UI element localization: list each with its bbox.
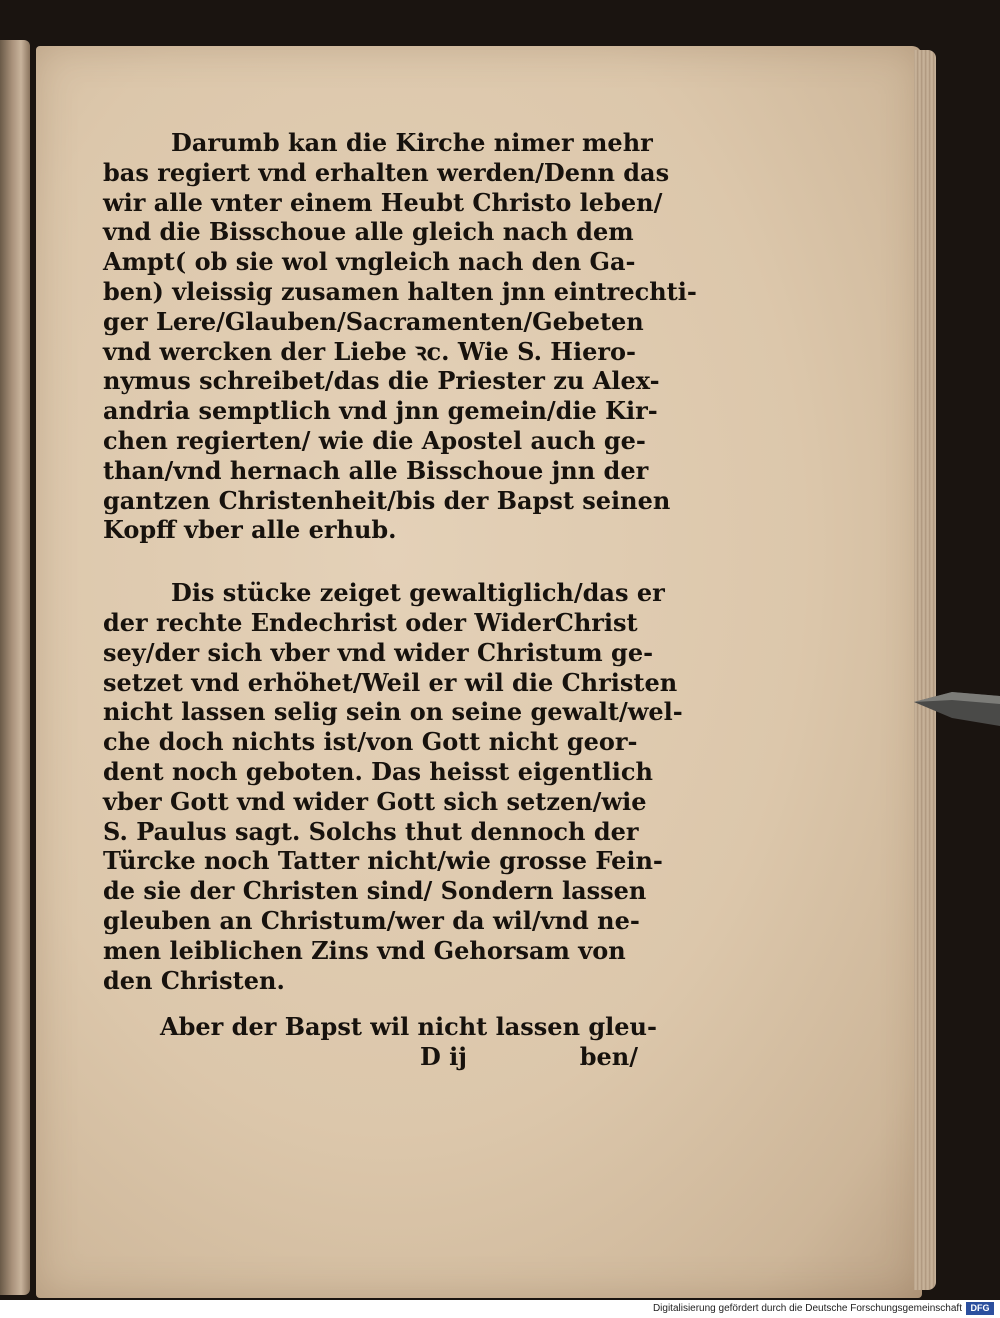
page-fore-edge bbox=[914, 50, 936, 1290]
text-line: Ampt( ob sie wol vngleich nach den Ga- bbox=[103, 247, 636, 277]
text-line: than/vnd hernach alle Bisschoue jnn der bbox=[103, 455, 649, 485]
text-block bbox=[103, 128, 697, 995]
last-line bbox=[160, 1012, 657, 1072]
text-line: dent noch geboten. Das heisst eigentlich bbox=[103, 756, 653, 786]
dfg-logo-icon: DFG bbox=[966, 1302, 994, 1315]
text-line: andria semptlich vnd jnn gemein/die Kir- bbox=[103, 396, 658, 426]
text-line: vnd die Bisschoue alle gleich nach dem bbox=[103, 217, 634, 247]
text-line: Darumb kan die Kirche nimer mehr bbox=[171, 128, 653, 157]
text-line: S. Paulus sagt. Solchs thut dennoch der bbox=[103, 816, 639, 846]
text-line: bas regiert vnd erhalten werden/Denn das bbox=[103, 157, 670, 187]
text-line: gantzen Christenheit/bis der Bapst seinen bbox=[103, 485, 671, 515]
text-line: de sie der Christen sind/ Sondern lassen bbox=[103, 876, 647, 906]
text-line: sey/der sich vber vnd wider Christum ge- bbox=[103, 637, 654, 667]
text-line: chen regierten/ wie die Apostel auch ge- bbox=[103, 425, 646, 455]
text-line: men leiblichen Zins vnd Gehorsam von bbox=[103, 935, 626, 965]
footer-credit: Digitalisierung gefördert durch die Deutsche Forschungsgemeinschaft bbox=[652, 1303, 962, 1314]
text-line: setzet vnd erhöhet/Weil er wil die Christen bbox=[103, 667, 678, 697]
text-line: ben) vleissig zusamen halten jnn eintrechti- bbox=[103, 276, 697, 306]
text-line: vnd wercken der Liebe ꝛc. Wie S. Hiero- bbox=[103, 336, 636, 366]
text-line: wir alle vnter einem Heubt Christo leben/ bbox=[103, 187, 663, 217]
signature-mark: D ij bbox=[420, 1041, 467, 1071]
left-page-edge bbox=[0, 40, 30, 1295]
footer-bar bbox=[0, 1300, 1000, 1318]
text-line: den Christen. bbox=[103, 965, 285, 995]
text-line: gleuben an Christum/wer da wil/vnd ne- bbox=[103, 905, 640, 935]
text-line: der rechte Endechrist oder WiderChrist bbox=[103, 607, 638, 637]
text-line: ger Lere/Glauben/Sacramenten/Gebeten bbox=[103, 306, 644, 336]
pointer-tool-icon bbox=[912, 688, 1000, 728]
text-line: Dis stücke zeiget gewaltiglich/das er bbox=[171, 578, 665, 608]
text-line: nicht lassen selig sein on seine gewalt/wel- bbox=[103, 697, 683, 727]
text-line: che doch nichts ist/von Gott nicht geor- bbox=[103, 727, 638, 757]
text-line: vber Gott vnd wider Gott sich setzen/wie bbox=[103, 786, 647, 816]
paragraph-gap bbox=[103, 545, 658, 578]
catchword: ben/ bbox=[579, 1041, 638, 1071]
text-line: Kopff vber alle erhub. bbox=[103, 515, 397, 545]
text-line: Türcke noch Tatter nicht/wie grosse Fein- bbox=[103, 846, 663, 876]
text-line: Aber der Bapst wil nicht lassen gleu- bbox=[160, 1012, 657, 1041]
text-line: nymus schreibet/das die Priester zu Alex- bbox=[103, 366, 660, 396]
